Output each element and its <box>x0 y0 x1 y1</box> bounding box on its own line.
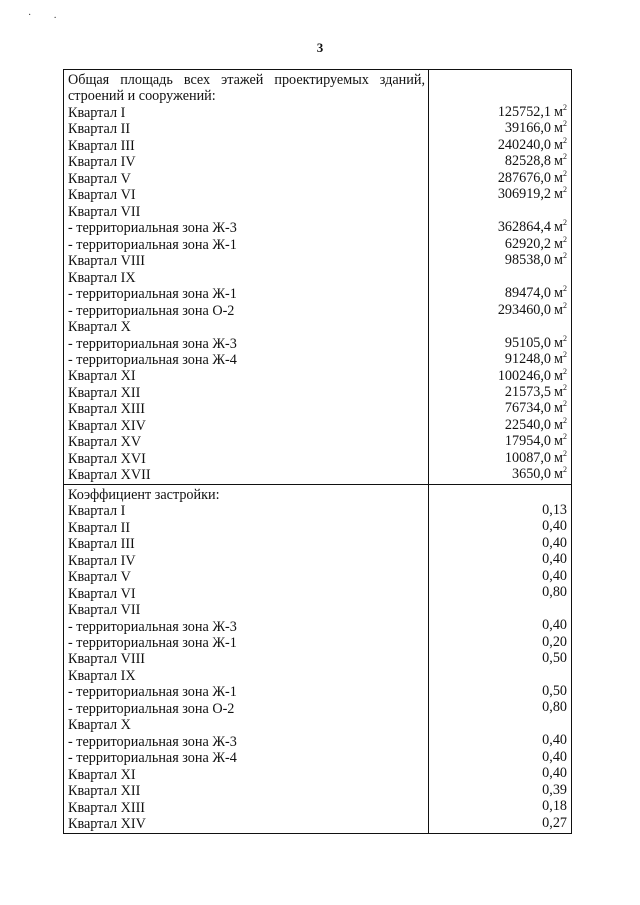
area-value-list <box>429 104 571 483</box>
unit-power: 2 <box>563 301 567 310</box>
coefficient-label-list <box>64 503 428 832</box>
unit-label: м <box>554 351 563 368</box>
row-value <box>429 749 571 765</box>
row-value <box>429 236 571 252</box>
row-value <box>429 285 571 301</box>
unit-power: 2 <box>563 136 567 145</box>
row-value <box>429 466 571 482</box>
value-number: 0,40 <box>542 551 567 568</box>
coefficient-label-cell <box>64 484 429 833</box>
value-number: 240240,0 <box>497 136 552 153</box>
unit-power: 2 <box>563 285 567 294</box>
unit-label: м <box>554 433 563 450</box>
row-label: Квартал IV <box>68 154 136 171</box>
row-value <box>429 650 571 666</box>
unit-label: м <box>554 334 563 351</box>
coefficient-value-cell <box>429 484 572 833</box>
area-section-title: Общая площадь всех этажей проектируемых зданий, строений и сооружений: <box>68 72 425 105</box>
row-value <box>429 634 571 650</box>
row-label: Квартал VII <box>68 602 141 619</box>
unit-label: м <box>554 285 563 302</box>
value-number: 0,40 <box>542 765 567 782</box>
unit-power: 2 <box>563 104 567 112</box>
value-number: 362864,4 <box>497 219 552 236</box>
unit-label: м <box>554 186 563 203</box>
row-label: Квартал XIII <box>68 799 146 816</box>
unit-label: м <box>554 169 563 186</box>
row-value <box>429 351 571 367</box>
row-value <box>429 601 571 617</box>
row-label: Квартал II <box>68 121 131 138</box>
unit-power: 2 <box>563 186 567 195</box>
unit-label: м <box>554 416 563 433</box>
row-label: Квартал X <box>68 319 131 336</box>
row-value <box>429 798 571 814</box>
unit-power: 2 <box>563 351 567 360</box>
unit-power: 2 <box>563 169 567 178</box>
row-label: Квартал IX <box>68 667 136 684</box>
unit-power: 2 <box>563 416 567 425</box>
coefficient-section-title: Коэффициент застройки: <box>68 486 220 503</box>
unit-power: 2 <box>563 153 567 162</box>
value-number: 91248,0 <box>504 351 552 368</box>
unit-power: 2 <box>563 466 567 475</box>
scan-specks: · . <box>28 10 67 21</box>
unit-power: 2 <box>563 449 567 458</box>
value-number: 95105,0 <box>504 334 552 351</box>
value-number: 306919,2 <box>497 186 552 203</box>
row-value <box>429 782 571 798</box>
unit-label: м <box>554 136 563 153</box>
row-value <box>429 716 571 732</box>
unit-power: 2 <box>563 219 567 228</box>
row-label: - территориальная зона О-2 <box>68 700 235 717</box>
value-number: 0,80 <box>542 584 567 601</box>
row-label: Квартал XIII <box>68 401 146 418</box>
row-label: Квартал XII <box>68 783 141 800</box>
value-number: 82528,8 <box>504 153 552 170</box>
row-label: Квартал VI <box>68 187 136 204</box>
row-value <box>429 765 571 781</box>
row-value <box>429 120 571 136</box>
row-label: Квартал V <box>68 170 131 187</box>
row-label: - территориальная зона Ж-4 <box>68 750 237 767</box>
value-number: 89474,0 <box>504 285 552 302</box>
value-number: 0,20 <box>542 633 567 650</box>
row-value <box>429 732 571 748</box>
unit-power: 2 <box>563 400 567 409</box>
row-label: Квартал VIII <box>68 651 146 668</box>
value-number: 287676,0 <box>497 169 552 186</box>
value-number: 0,40 <box>542 732 567 749</box>
coefficient-value-spacer <box>429 485 571 502</box>
unit-label: м <box>554 219 563 236</box>
value-number: 0,80 <box>542 699 567 716</box>
value-number: 0,39 <box>542 781 567 798</box>
value-number: 0,18 <box>542 798 567 815</box>
unit-power: 2 <box>563 334 567 343</box>
unit-power: 2 <box>563 383 567 392</box>
row-value <box>429 535 571 551</box>
row-label: - территориальная зона Ж-4 <box>68 352 237 368</box>
row-value <box>429 153 571 169</box>
value-number: 3650,0 <box>512 466 552 483</box>
row-label: - территориальная зона Ж-3 <box>68 335 237 352</box>
value-number: 0,50 <box>542 682 567 699</box>
row-value <box>429 683 571 699</box>
row-label: Квартал VI <box>68 585 136 602</box>
row-label: Квартал X <box>68 717 131 734</box>
value-number: 62920,2 <box>504 235 552 252</box>
row-value <box>429 170 571 186</box>
row-label: Квартал XI <box>68 368 136 385</box>
row-label: - территориальная зона Ж-3 <box>68 220 237 237</box>
row-label: Квартал I <box>68 104 126 121</box>
row-label: Квартал III <box>68 536 135 553</box>
value-number: 0,40 <box>542 617 567 634</box>
value-number: 17954,0 <box>504 433 552 450</box>
unit-label: м <box>554 400 563 417</box>
value-number: 21573,5 <box>504 383 552 400</box>
row-value <box>429 335 571 351</box>
row-value <box>429 518 571 534</box>
row-label: Квартал VII <box>68 203 141 220</box>
row-label: Квартал XIV <box>68 816 146 833</box>
row-value <box>429 551 571 567</box>
unit-power: 2 <box>563 433 567 442</box>
unit-label: м <box>554 301 563 318</box>
row-label: - территориальная зона О-2 <box>68 302 235 319</box>
row-value <box>429 252 571 268</box>
page-number: 3 <box>316 40 324 55</box>
value-number: 0,50 <box>542 649 567 666</box>
row-value <box>429 203 571 219</box>
row-label: Квартал XIV <box>68 417 146 434</box>
specification-table <box>63 69 572 834</box>
value-number: 0,27 <box>542 814 567 831</box>
row-value <box>429 617 571 633</box>
row-value <box>429 368 571 384</box>
coefficient-value-list <box>429 502 571 831</box>
row-label: - территориальная зона Ж-3 <box>68 733 237 750</box>
row-value <box>429 384 571 400</box>
value-number: 0,40 <box>542 567 567 584</box>
row-label: Квартал XI <box>68 766 136 783</box>
row-value <box>429 302 571 318</box>
row-value <box>429 502 571 518</box>
row-value <box>429 417 571 433</box>
unit-label: м <box>554 466 563 483</box>
row-value <box>429 433 571 449</box>
unit-label: м <box>554 104 563 120</box>
value-number: 22540,0 <box>504 416 552 433</box>
row-label: - территориальная зона Ж-1 <box>68 286 237 303</box>
value-number: 0,40 <box>542 518 567 535</box>
row-value <box>429 104 571 120</box>
unit-label: м <box>554 367 563 384</box>
row-value <box>429 584 571 600</box>
area-value-spacer <box>429 70 571 104</box>
area-value-cell <box>429 70 572 485</box>
unit-label: м <box>554 235 563 252</box>
row-label: Квартал IV <box>68 552 136 569</box>
row-label: Квартал III <box>68 137 135 154</box>
row-label: Квартал V <box>68 569 131 586</box>
unit-power: 2 <box>563 235 567 244</box>
row-label: - территориальная зона Ж-1 <box>68 634 237 651</box>
row-label: Квартал I <box>68 503 126 520</box>
unit-power: 2 <box>563 367 567 376</box>
area-section-row <box>64 70 572 485</box>
value-number: 125752,1 <box>497 104 552 120</box>
value-number: 100246,0 <box>497 367 552 384</box>
row-label: - территориальная зона Ж-3 <box>68 618 237 635</box>
row-value <box>429 137 571 153</box>
row-label: - территориальная зона Ж-1 <box>68 236 237 253</box>
row-label: Квартал IX <box>68 269 136 286</box>
unit-label: м <box>554 449 563 466</box>
unit-label: м <box>554 383 563 400</box>
row-value <box>429 219 571 235</box>
row-label: Квартал VIII <box>68 253 146 270</box>
row-label: - территориальная зона Ж-1 <box>68 684 237 701</box>
area-label-list <box>64 105 428 484</box>
unit-label: м <box>554 252 563 269</box>
value-number: 98538,0 <box>504 252 552 269</box>
row-label: Квартал II <box>68 519 131 536</box>
value-number: 76734,0 <box>504 400 552 417</box>
row-value <box>429 400 571 416</box>
row-value <box>429 186 571 202</box>
row-value <box>429 269 571 285</box>
value-number: 293460,0 <box>497 301 552 318</box>
unit-label: м <box>554 153 563 170</box>
area-label-cell <box>64 70 429 485</box>
row-value <box>429 699 571 715</box>
row-label: Квартал XII <box>68 384 141 401</box>
unit-label: м <box>554 120 563 137</box>
row-value <box>429 568 571 584</box>
row-label: Квартал XV <box>68 434 142 451</box>
value-number: 0,13 <box>542 501 567 518</box>
value-number: 0,40 <box>542 534 567 551</box>
value-number: 0,40 <box>542 748 567 765</box>
row-value <box>429 450 571 466</box>
row-value <box>429 815 571 831</box>
coefficient-section-row <box>64 484 572 833</box>
unit-power: 2 <box>563 252 567 261</box>
row-label: Квартал XVI <box>68 450 146 467</box>
row-value <box>429 666 571 682</box>
value-number: 10087,0 <box>504 449 552 466</box>
row-value <box>429 318 571 334</box>
value-number: 39166,0 <box>504 120 552 137</box>
unit-power: 2 <box>563 120 567 129</box>
row-label: Квартал XVII <box>68 467 151 484</box>
